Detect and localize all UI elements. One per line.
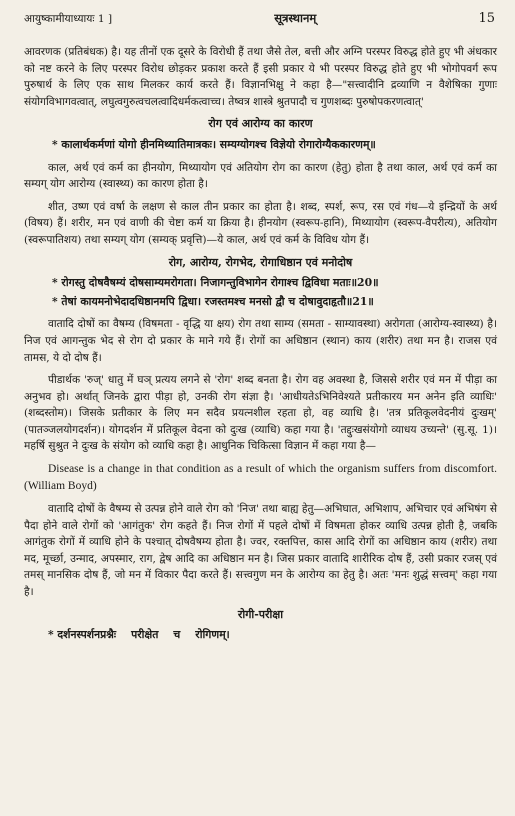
paragraph-ruj-dhatu: पीडार्थक 'रुज्' धातु में घञ् प्रत्यय लगने से 'रोग' शब्द बनता है। रोग वह अवस्था है, जिससे शरीर एवं मन में पीड़ा का अनुभव हो। अर्थात् जिनके द्वारा पीड़ा हो, उनकी रोग संज्ञा है। 'आधीयतेऽभिनिवेश्यते प्रतीकारय मन अनेन इति व्याधिः' (शब्दस्तोम)। जिसके प्रतीकार के लिए मन सदैव प्रयत्नशील रहता हो, वह व्याधि है। 'तत्र प्रतिकूलवेदनीयं दुःखम्' (पातञ्जलयोगदर्शन)। योगदर्शन में प्रतिकूल वेदना को दुःख (व्याधि) कहा गया है। 'तद्दुःखसंयोगो व्याधय उच्यन्ते' (सु.सू. 1)। महर्षि सुश्रुत ने दुःख के संयोग को व्याधि कहा है। आधुनिक चिकित्सा विज्ञान में कहा गया है— xyxy=(24,374,497,453)
section-title: सूत्रस्थानम् xyxy=(274,11,317,25)
running-header xyxy=(24,10,497,28)
page-number: 15 xyxy=(478,11,495,26)
verse-21: * तेषां कायमनोभेदादधिष्ठानमपि द्विधा। रजस्तमश्च मनसो द्वौ च दोषावुदाहृतौ॥21॥ xyxy=(52,294,374,308)
paragraph-vatadi-dosha: वातादि दोषों का वैषम्य (विषमता - वृद्धि या क्षय) रोग तथा साम्य (समता - साम्यावस्था) अरोगता (आरोग्य-स्वास्थ्य) है। निज एवं आगन्तुक भेद से रोग दो प्रकार के माने गये हैं। रोगों का अधिष्ठान (स्थान) काय (शरीर) तथा मन है। राजस एवं तामस, ये दो दोष हैं। xyxy=(24,318,497,364)
heading-rog-bhed: रोग, आरोग्य, रोगभेद, रोगाधिष्ठान एवं मनोदोष xyxy=(168,255,353,269)
paragraph-sheet-ushna: शीत, उष्ण एवं वर्षा के लक्षण से काल तीन प्रकार का होता है। शब्द, स्पर्श, रूप, रस एवं गंध—ये इन्द्रियों के अर्थ (विषय) हैं। शरीर, मन एवं वाणी की चेष्टा कर्म या क्रिया है। हीनयोग (स्वरूप-हानि), मिथ्यायोग (स्वरूप-वैपरीत्य), अतियोग (स्वरूपातिशय) तथा सम्यग् योग (सम्यक् प्रवृत्ति)—ये काल, अर्थ एवं कर्म के विविध योग हैं। xyxy=(24,200,497,246)
heading-rogi-pariksha: रोगी-परीक्षा xyxy=(237,607,284,621)
paragraph-avaranaka: आवरणक (प्रतिबंधक) है। यह तीनों एक दूसरे के विरोधी हैं तथा जैसे तेल, बत्ती और अग्नि परस्पर विरुद्ध होते हुए भी अंधकार को नष्ट करने के लिए परस्पर विरोध छोड़कर प्रकाश करते हैं इसी प्रकार ये भी परस्पर विरुद्ध होते हुए भी भोगोपवर्ग रूप पुरुषार्थ के लिए एक साथ मिलकर कार्य करते हैं। विज्ञानभिक्षु ने कहा है—"सत्त्वादीनि द्रव्याणि न वैशेषिका गुणाः संयोगविभागवत्वात्, लघुत्वगुरुत्वचलत्वादिधर्मकत्वाच्च। तेष्वत्र शास्त्रे श्रुतपादौ च गुणशब्दः पुरुषोपकरणत्वात्' xyxy=(24,46,497,108)
chapter-title: आयुष्कामीयाध्यायः 1 ] xyxy=(24,13,113,25)
verse-darshan-sparshan: * दर्शनस्पर्शनप्रश्नैः परीक्षेत च रोगिणम्। xyxy=(48,628,230,642)
heading-rog-arogya-karan: रोग एवं आरोग्य का कारण xyxy=(208,117,313,131)
verse-20: * रोगस्तु दोषवैषम्यं दोषसाम्यमरोगता। निजागन्तुविभागेन रोगाश्च द्विविधा मताः॥20॥ xyxy=(52,276,379,290)
paragraph-nij-agantuk: वातादि दोषों के वैषम्य से उत्पन्न होने वाले रोग को 'निज' तथा बाह्य हेतु—अभिघात, अभिशाप, अभिचार एवं अभिषंग से पैदा होने वाले रोगों को 'आगंतुक' रोग कहते हैं। निज रोगों में पहले दोषों में विषमता होकर व्याधि उत्पन्न होती है, जबकि आगंतुक रोगों में व्याधि होने के पश्चात् दोषवैषम्य होता है। ज्वर, रक्तपित्त, कास आदि रोगों का अधिष्ठान काय (शरीर) तथा मद, मूर्च्छा, उन्माद, अपस्मार, राग, द्वेष आदि का अधिष्ठान मन है। जिस प्रकार वातादि शारीरिक दोष हैं, उसी प्रकार रजस् एवं तमस् मानसिक दोष हैं, जो मन में विकार पैदा करते हैं। सत्त्वगुण मन के आरोग्य का हेतु है। अतः 'मनः शुद्धं सत्त्वम्' कहा गया है। xyxy=(24,503,497,599)
verse-kalartha: * कालार्थकर्मणां योगो हीनमिथ्यातिमात्रकः। सम्यग्योगश्च विज्ञेयो रोगारोग्यैककारणम्॥ xyxy=(52,137,376,151)
paragraph-kala-artha-karma: काल, अर्थ एवं कर्म का हीनयोग, मिथ्यायोग एवं अतियोग रोग का कारण (हेतु) होता है तथा काल, अर्थ एवं कर्म का सम्यग् योग आरोग्य (स्वास्थ्य) का कारण होता है। xyxy=(24,161,497,191)
english-quote: Disease is a change in that condition as a result of which the organism suffers from discomfort. (William Boyd) xyxy=(24,463,497,493)
